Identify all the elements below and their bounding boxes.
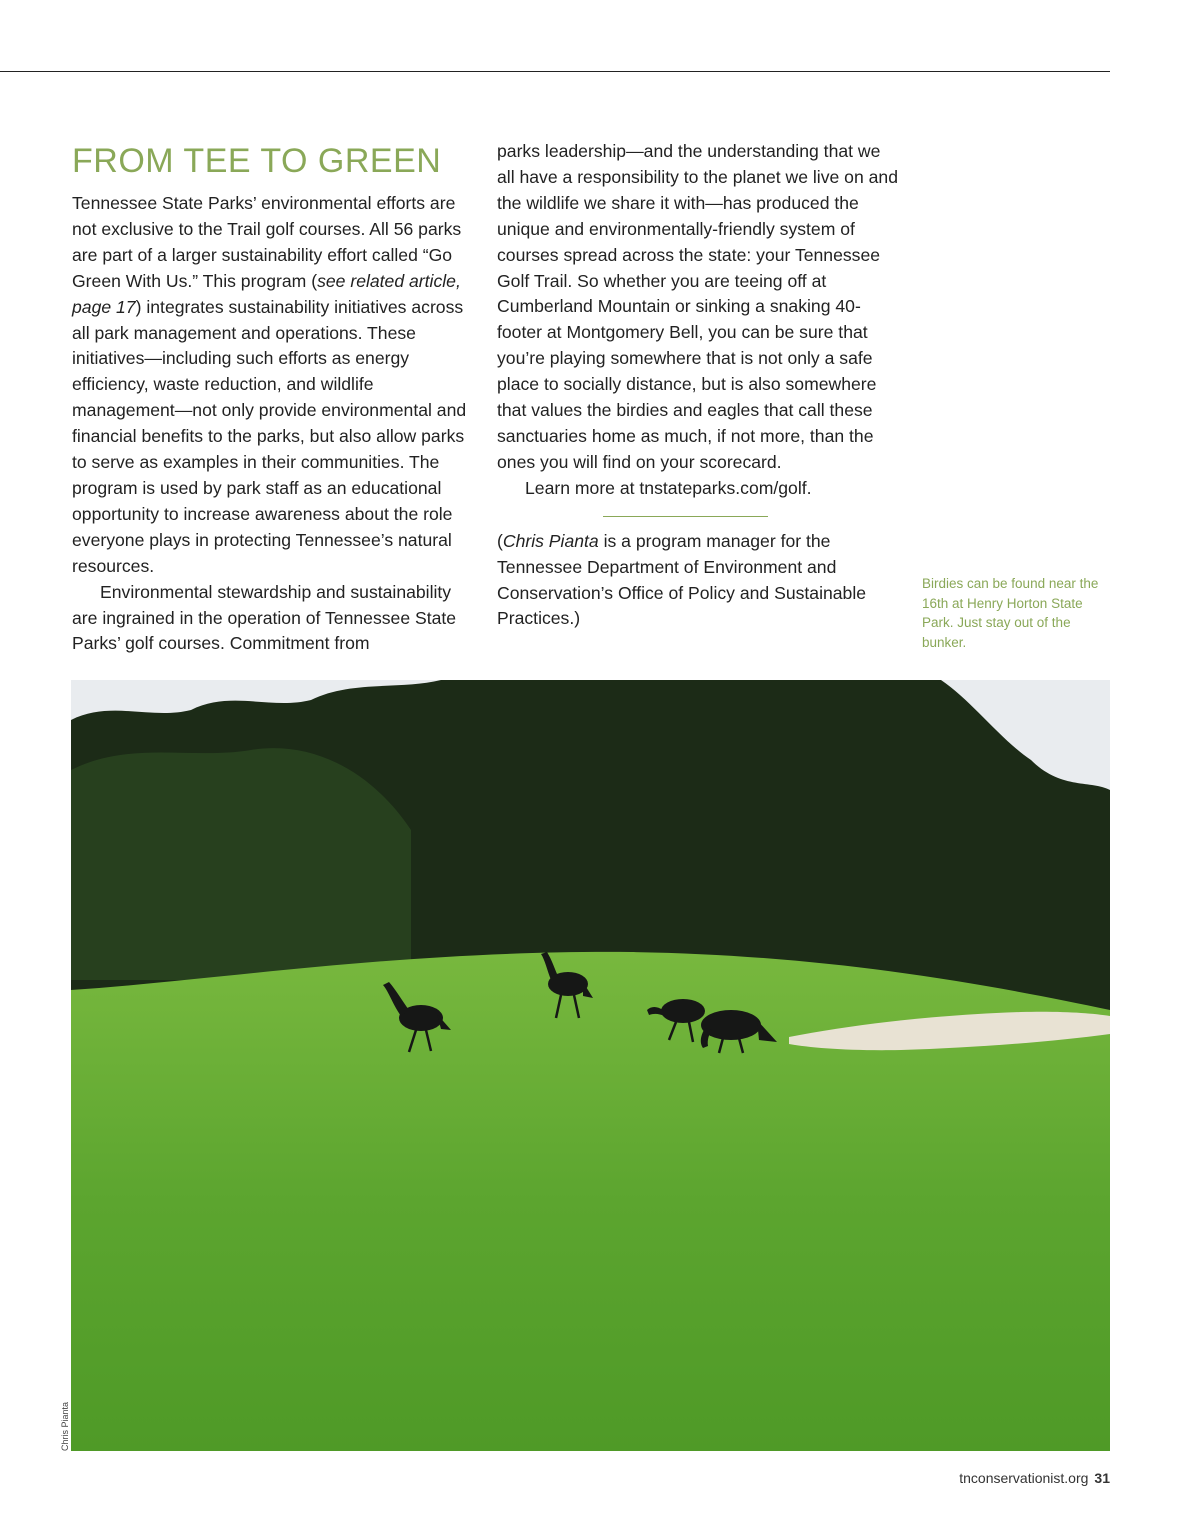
bio-text: is a program manager for the Tennessee Department of Environment and Conservation’s Office of Policy and Sustainable Practices.) <box>497 530 867 629</box>
tree-canopy-highlight <box>71 748 411 980</box>
learn-more-line: Learn more at tnstateparks.com/golf. <box>525 477 812 498</box>
photo-credit: Chris Pianta <box>60 1401 70 1451</box>
author-name: Chris Pianta <box>502 530 599 551</box>
golf-course-photo <box>71 680 1110 1451</box>
related-article-reference: see related article, page 17 <box>72 270 461 317</box>
footer-website: tnconservationist.org <box>959 1470 1089 1486</box>
left-p1-text-b: ) integrates sustainability initiatives across all park management and operations. These initiatives—including such efforts as energy efficiency, waste reduction, and wildlife management—not only provide environmental and financial benefits to the parks, but also allow parks to serve as examples in their communities. The program is used by park staff as an educational opportunity to increase awareness about the role everyone plays in protecting Tennessee’s natural resources. <box>72 296 467 576</box>
left-p1-text-a: Tennessee State Parks’ environmental efforts are not exclusive to the Trail golf courses. All 56 parks are part of a larger sustainability effort called “Go Green With Us.” This program ( <box>72 193 462 291</box>
middle-paragraph-1: parks leadership—and the understanding that we all have a responsibility to the planet we live on and the wildlife we share it with—has produced the unique and environmentally-friendly system of courses spread across the state: your Tennessee Golf Trail. So whether you are teeing off at Cumberland Mountain or sinking a snaking 40-footer at Montgomery Bell, you can be sure that you’re playing somewhere that is not only a safe place to socially distance, but is also somewhere that values the birdies and eagles that call these sanctuaries home as much, if not more, than the ones you will find on your scorecard. <box>497 141 898 472</box>
page-number: 31 <box>1094 1470 1110 1486</box>
middle-column <box>497 139 899 632</box>
article-heading: FROM TEE TO GREEN <box>72 142 442 180</box>
left-column <box>72 191 477 657</box>
top-rule <box>0 71 1110 72</box>
left-paragraph-1 <box>72 191 477 580</box>
page-footer <box>959 1470 1110 1486</box>
author-bio <box>497 529 899 633</box>
bio-open-paren: ( <box>497 530 503 551</box>
section-divider <box>603 516 768 517</box>
left-paragraph-2: Environmental stewardship and sustainability are ingrained in the operation of Tennessee State Parks’ golf courses. Commitment from <box>72 581 457 654</box>
photo-caption: Birdies can be found near the 16th at Henry Horton State Park. Just stay out of the bunker. <box>922 576 1099 651</box>
